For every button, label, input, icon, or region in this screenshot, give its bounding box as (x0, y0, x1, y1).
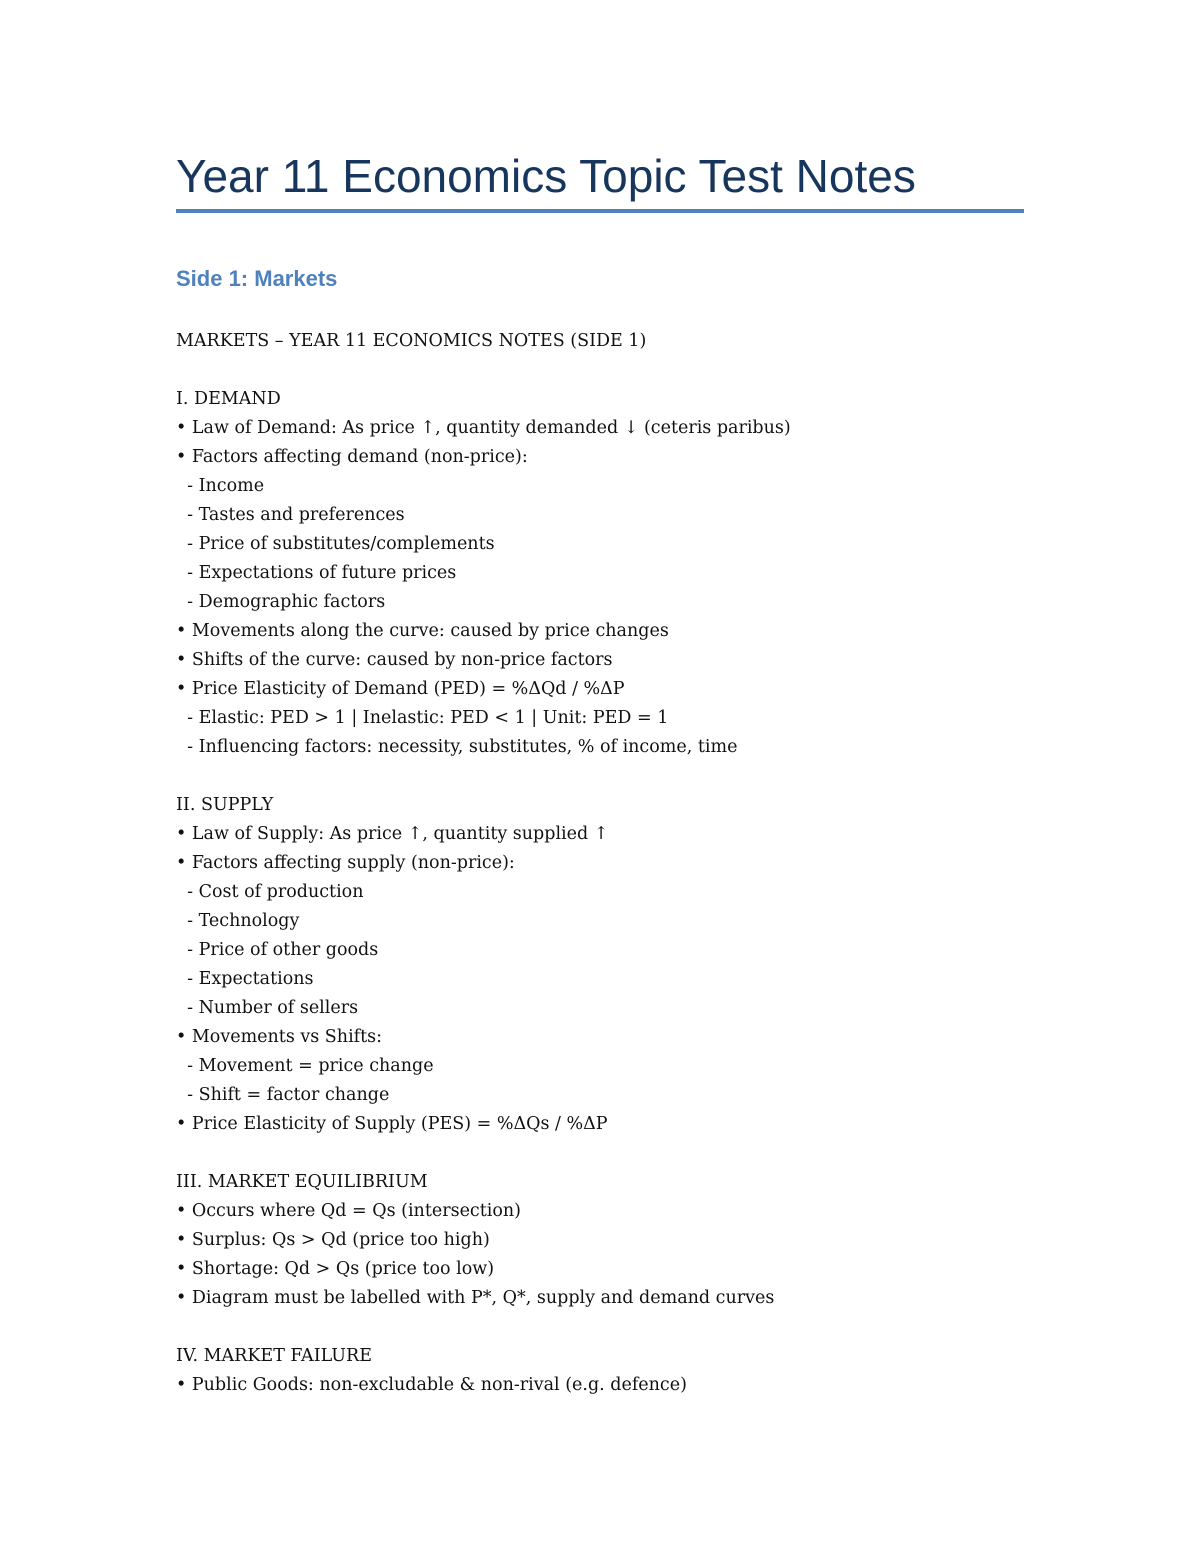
supply-line: - Movement = price change (176, 1056, 434, 1076)
title-underline-rule (176, 209, 1024, 213)
supply-line: - Technology (176, 911, 300, 931)
blank-line (176, 1313, 1024, 1342)
blank-line (176, 356, 1024, 385)
supply-line: - Number of sellers (176, 998, 359, 1018)
demand-line: - Price of substitutes/complements (176, 534, 495, 554)
notes-body (176, 327, 1024, 1400)
blank-line (176, 1139, 1024, 1168)
demand-line: • Price Elasticity of Demand (PED) = %ΔQd / %ΔP (176, 679, 625, 699)
equilibrium-line: • Occurs where Qd = Qs (intersection) (176, 1201, 521, 1221)
market-failure-heading: IV. MARKET FAILURE (176, 1346, 372, 1366)
supply-line: • Factors affecting supply (non-price): (176, 853, 515, 873)
supply-line: - Price of other goods (176, 940, 379, 960)
demand-line: - Tastes and preferences (176, 505, 405, 525)
demand-line: - Expectations of future prices (176, 563, 457, 583)
supply-heading: II. SUPPLY (176, 795, 274, 815)
equilibrium-line: • Diagram must be labelled with P*, Q*, supply and demand curves (176, 1288, 775, 1308)
demand-line: • Factors affecting demand (non-price): (176, 447, 528, 467)
page-title: Year 11 Economics Topic Test Notes (176, 150, 916, 202)
equilibrium-line: • Shortage: Qd > Qs (price too low) (176, 1259, 495, 1279)
supply-line: • Movements vs Shifts: (176, 1027, 383, 1047)
equilibrium-line: • Surplus: Qs > Qd (price too high) (176, 1230, 490, 1250)
supply-line: - Shift = factor change (176, 1085, 390, 1105)
supply-line: • Price Elasticity of Supply (PES) = %ΔQs / %ΔP (176, 1114, 608, 1134)
supply-line: - Expectations (176, 969, 314, 989)
demand-line: • Shifts of the curve: caused by non-price factors (176, 650, 613, 670)
demand-line: - Influencing factors: necessity, substitutes, % of income, time (176, 737, 738, 757)
section-heading: Side 1: Markets (176, 266, 338, 291)
demand-line: - Income (176, 476, 265, 496)
demand-line: • Law of Demand: As price ↑, quantity demanded ↓ (ceteris paribus) (176, 418, 791, 438)
blank-line (176, 762, 1024, 791)
supply-line: - Cost of production (176, 882, 364, 902)
demand-heading: I. DEMAND (176, 389, 281, 409)
notes-subtitle: MARKETS – YEAR 11 ECONOMICS NOTES (SIDE 1) (176, 331, 647, 351)
supply-line: • Law of Supply: As price ↑, quantity supplied ↑ (176, 824, 609, 844)
equilibrium-heading: III. MARKET EQUILIBRIUM (176, 1172, 428, 1192)
demand-line: • Movements along the curve: caused by price changes (176, 621, 669, 641)
demand-line: - Demographic factors (176, 592, 386, 612)
market-failure-line: • Public Goods: non-excludable & non-rival (e.g. defence) (176, 1375, 687, 1395)
demand-line: - Elastic: PED > 1 | Inelastic: PED < 1 | Unit: PED = 1 (176, 708, 669, 728)
